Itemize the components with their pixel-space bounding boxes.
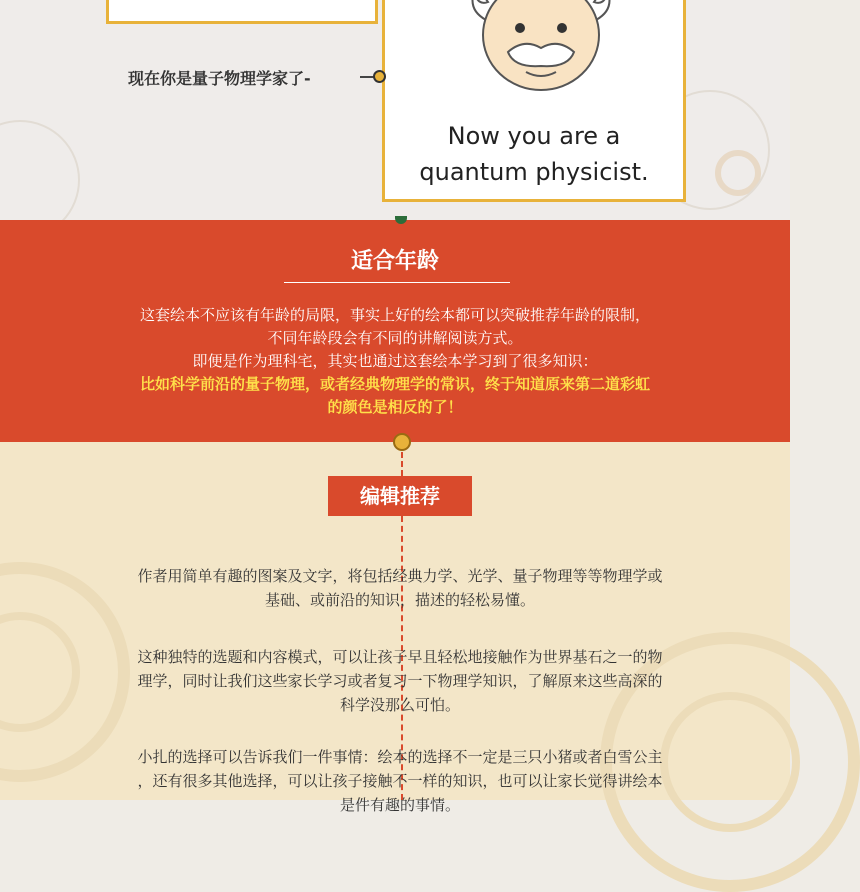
timeline-node-icon bbox=[393, 433, 411, 451]
editor-para1-line2: 基础、或前沿的知识，描述的轻松易懂。 bbox=[264, 591, 535, 609]
caption-english-line2: quantum physicist. bbox=[419, 158, 649, 186]
age-section-heading: 适合年龄 bbox=[350, 249, 439, 274]
editor-para3-line3: 是件有趣的事情。 bbox=[339, 796, 460, 814]
age-section bbox=[0, 220, 790, 442]
age-highlight-line-1: 比如科学前沿的量子物理，或者经典物理学的常识，终于知道原来第二道彩虹 bbox=[139, 375, 650, 393]
editor-tag: 编辑推荐 bbox=[328, 476, 472, 516]
age-line-3: 即便是作为理科宅，其实也通过这套绘本学习到了很多知识： bbox=[192, 352, 598, 370]
intro-section bbox=[0, 0, 790, 220]
heading-underline bbox=[284, 282, 510, 283]
age-highlight-line-2: 的颜色是相反的了！ bbox=[327, 398, 463, 416]
caption-english bbox=[382, 118, 686, 190]
top-left-card bbox=[106, 0, 378, 24]
editor-para1-line1: 作者用简单有趣的图案及文字，将包括经典力学、光学、量子物理等等物理学或 bbox=[137, 567, 663, 585]
editor-para3-line2: ，还有很多其他选择，可以让孩子接触不一样的知识，也可以让家长觉得讲绘本 bbox=[137, 772, 663, 790]
editor-para2-line2: 理学，同时让我们这些家长学习或者复习一下物理学知识，了解原来这些高深的 bbox=[137, 672, 663, 690]
editor-para2-line3: 科学没那么可怕。 bbox=[339, 696, 460, 714]
editor-para3-line1: 小扎的选择可以告诉我们一件事情：绘本的选择不一定是三只小猪或者白雪公主 bbox=[137, 748, 663, 766]
editor-para2-line1: 这种独特的选题和内容模式，可以让孩子早且轻松地接触作为世界基石之一的物 bbox=[137, 648, 663, 666]
connector-dot-icon bbox=[373, 70, 386, 83]
pin-icon bbox=[395, 216, 407, 224]
caption-english-line1: Now you are a bbox=[447, 122, 621, 150]
timeline-dash bbox=[401, 452, 403, 476]
physicist-face-icon bbox=[456, 0, 626, 100]
age-line-1: 这套绘本不应该有年龄的局限，事实上好的绘本都可以突破推荐年龄的限制， bbox=[139, 306, 650, 324]
age-line-2: 不同年龄段会有不同的讲解阅读方式。 bbox=[267, 329, 523, 347]
editor-section bbox=[0, 442, 790, 814]
caption-chinese: 现在你是量子物理学家了- bbox=[128, 69, 311, 88]
